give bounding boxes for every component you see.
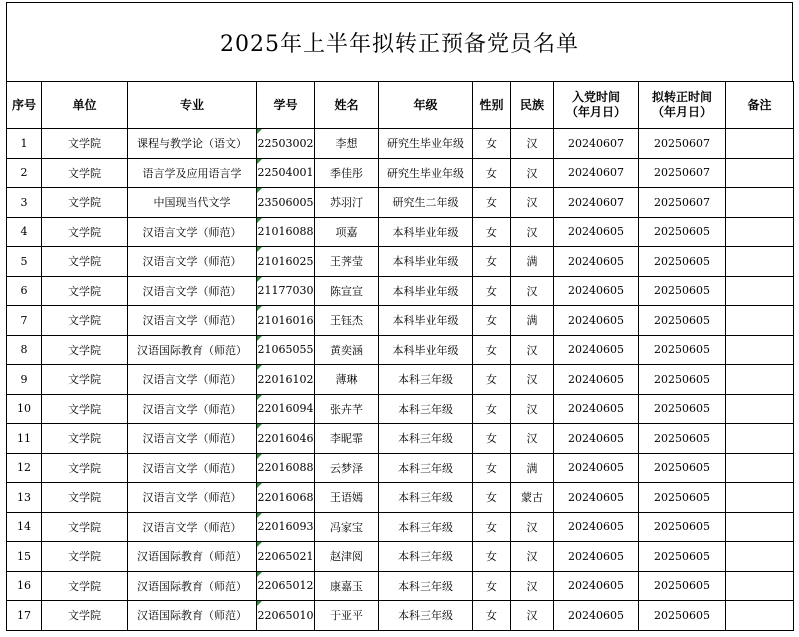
- table-row: [7, 453, 794, 483]
- cell-grade[interactable]: 本科毕业年级: [379, 335, 473, 365]
- cell-name[interactable]: 冯家宝: [315, 512, 379, 542]
- cell-name[interactable]: 陈宣宣: [315, 276, 379, 306]
- cell-seq[interactable]: 17: [7, 601, 42, 631]
- cell-note[interactable]: [726, 129, 794, 159]
- cell-join-date[interactable]: 20240605: [554, 542, 639, 572]
- cell-seq[interactable]: 2: [7, 158, 42, 188]
- cell-grade[interactable]: 本科三年级: [379, 394, 473, 424]
- cell-conversion-date[interactable]: 20250605: [639, 217, 726, 247]
- cell-name[interactable]: 季佳彤: [315, 158, 379, 188]
- cell-name[interactable]: 王语嫣: [315, 483, 379, 513]
- cell-seq[interactable]: 9: [7, 365, 42, 395]
- cell-conversion-date[interactable]: 20250605: [639, 601, 726, 631]
- cell-note[interactable]: [726, 335, 794, 365]
- table-row: [7, 335, 794, 365]
- cell-conversion-date[interactable]: 20250605: [639, 424, 726, 454]
- cell-unit[interactable]: 文学院: [42, 394, 128, 424]
- member-table: [6, 81, 794, 631]
- cell-note[interactable]: [726, 188, 794, 218]
- cell-ethnicity[interactable]: 汉: [511, 394, 554, 424]
- cell-name[interactable]: 康嘉玉: [315, 571, 379, 601]
- cell-conversion-date[interactable]: 20250605: [639, 453, 726, 483]
- cell-major[interactable]: 汉语言文学（师范）: [128, 512, 257, 542]
- cell-join-date[interactable]: 20240605: [554, 601, 639, 631]
- cell-conversion-date[interactable]: 20250605: [639, 276, 726, 306]
- cell-seq[interactable]: 10: [7, 394, 42, 424]
- cell-note[interactable]: [726, 542, 794, 572]
- table-row: [7, 306, 794, 336]
- table-row: [7, 247, 794, 277]
- cell-major[interactable]: 汉语国际教育（师范）: [128, 335, 257, 365]
- cell-major[interactable]: 汉语言文学（师范）: [128, 217, 257, 247]
- cell-conversion-date[interactable]: 20250605: [639, 365, 726, 395]
- cell-ethnicity[interactable]: 汉: [511, 188, 554, 218]
- cell-name[interactable]: 李想: [315, 129, 379, 159]
- cell-ethnicity[interactable]: 汉: [511, 217, 554, 247]
- cell-note[interactable]: [726, 453, 794, 483]
- cell-unit[interactable]: 文学院: [42, 542, 128, 572]
- cell-ethnicity[interactable]: 汉: [511, 542, 554, 572]
- cell-note[interactable]: [726, 601, 794, 631]
- cell-unit[interactable]: 文学院: [42, 424, 128, 454]
- cell-conversion-date[interactable]: 20250605: [639, 306, 726, 336]
- cell-join-date[interactable]: 20240605: [554, 394, 639, 424]
- cell-gender[interactable]: 女: [473, 394, 511, 424]
- cell-grade[interactable]: 本科三年级: [379, 365, 473, 395]
- cell-gender[interactable]: 女: [473, 335, 511, 365]
- cell-join-date[interactable]: 20240605: [554, 247, 639, 277]
- cell-ethnicity[interactable]: 汉: [511, 512, 554, 542]
- cell-unit[interactable]: 文学院: [42, 188, 128, 218]
- cell-ethnicity[interactable]: 蒙古: [511, 483, 554, 513]
- cell-gender[interactable]: 女: [473, 158, 511, 188]
- cell-gender[interactable]: 女: [473, 424, 511, 454]
- header-row: [7, 82, 794, 129]
- cell-gender[interactable]: 女: [473, 483, 511, 513]
- cell-seq[interactable]: 16: [7, 571, 42, 601]
- header-join-date: [554, 82, 639, 129]
- cell-seq[interactable]: 5: [7, 247, 42, 277]
- cell-grade[interactable]: 本科毕业年级: [379, 276, 473, 306]
- cell-ethnicity[interactable]: 汉: [511, 571, 554, 601]
- cell-name[interactable]: 赵津阅: [315, 542, 379, 572]
- cell-name[interactable]: 薄琳: [315, 365, 379, 395]
- cell-major[interactable]: 汉语言文学（师范）: [128, 424, 257, 454]
- cell-gender[interactable]: 女: [473, 217, 511, 247]
- cell-note[interactable]: [726, 247, 794, 277]
- cell-note[interactable]: [726, 217, 794, 247]
- cell-gender[interactable]: 女: [473, 453, 511, 483]
- cell-name[interactable]: 张卉芊: [315, 394, 379, 424]
- cell-name[interactable]: 云梦泽: [315, 453, 379, 483]
- cell-note[interactable]: [726, 365, 794, 395]
- cell-unit[interactable]: 文学院: [42, 365, 128, 395]
- cell-student-id[interactable]: 22016094: [257, 394, 315, 424]
- cell-seq[interactable]: 12: [7, 453, 42, 483]
- header-conversion-date: [639, 82, 726, 129]
- table-row: [7, 158, 794, 188]
- cell-note[interactable]: [726, 483, 794, 513]
- cell-seq[interactable]: 8: [7, 335, 42, 365]
- table-row: [7, 483, 794, 513]
- cell-gender[interactable]: 女: [473, 129, 511, 159]
- cell-ethnicity[interactable]: 汉: [511, 158, 554, 188]
- cell-conversion-date[interactable]: 20250605: [639, 512, 726, 542]
- cell-student-id[interactable]: 22016068: [257, 483, 315, 513]
- table-row: [7, 601, 794, 631]
- cell-note[interactable]: [726, 158, 794, 188]
- cell-gender[interactable]: 女: [473, 542, 511, 572]
- cell-conversion-date[interactable]: 20250607: [639, 158, 726, 188]
- cell-name[interactable]: 苏羽汀: [315, 188, 379, 218]
- cell-join-date[interactable]: 20240605: [554, 217, 639, 247]
- cell-ethnicity[interactable]: 汉: [511, 365, 554, 395]
- header-join-date-line1: 入党时间: [571, 90, 620, 104]
- cell-major[interactable]: 汉语言文学（师范）: [128, 365, 257, 395]
- cell-join-date[interactable]: 20240605: [554, 512, 639, 542]
- cell-gender[interactable]: 女: [473, 188, 511, 218]
- cell-note[interactable]: [726, 571, 794, 601]
- cell-seq[interactable]: 7: [7, 306, 42, 336]
- cell-join-date[interactable]: 20240605: [554, 571, 639, 601]
- cell-ethnicity[interactable]: 汉: [511, 424, 554, 454]
- cell-gender[interactable]: 女: [473, 365, 511, 395]
- table-row: [7, 188, 794, 218]
- cell-gender[interactable]: 女: [473, 276, 511, 306]
- cell-join-date[interactable]: 20240605: [554, 453, 639, 483]
- cell-major[interactable]: 汉语言文学（师范）: [128, 394, 257, 424]
- cell-unit[interactable]: 文学院: [42, 453, 128, 483]
- cell-conversion-date[interactable]: 20250605: [639, 394, 726, 424]
- cell-major[interactable]: 语言学及应用语言学: [128, 158, 257, 188]
- cell-student-id[interactable]: 22503002: [257, 129, 315, 159]
- table-row: [7, 542, 794, 572]
- cell-conversion-date[interactable]: 20250605: [639, 571, 726, 601]
- cell-grade[interactable]: 本科三年级: [379, 424, 473, 454]
- cell-student-id[interactable]: 21065055: [257, 335, 315, 365]
- cell-student-id[interactable]: 22065010: [257, 601, 315, 631]
- cell-grade[interactable]: 本科毕业年级: [379, 247, 473, 277]
- cell-gender[interactable]: 女: [473, 306, 511, 336]
- cell-student-id[interactable]: 22016093: [257, 512, 315, 542]
- cell-unit[interactable]: 文学院: [42, 129, 128, 159]
- cell-seq[interactable]: 15: [7, 542, 42, 572]
- cell-seq[interactable]: 1: [7, 129, 42, 159]
- cell-unit[interactable]: 文学院: [42, 512, 128, 542]
- cell-major[interactable]: 汉语国际教育（师范）: [128, 601, 257, 631]
- table-row: [7, 394, 794, 424]
- header-student-id: 学号: [257, 82, 315, 129]
- table-row: [7, 129, 794, 159]
- table-row: [7, 571, 794, 601]
- cell-major[interactable]: 汉语言文学（师范）: [128, 276, 257, 306]
- cell-join-date[interactable]: 20240607: [554, 158, 639, 188]
- cell-grade[interactable]: 研究生二年级: [379, 188, 473, 218]
- cell-major[interactable]: 中国现当代文学: [128, 188, 257, 218]
- cell-student-id[interactable]: 22016088: [257, 453, 315, 483]
- cell-major[interactable]: 汉语言文学（师范）: [128, 453, 257, 483]
- cell-seq[interactable]: 4: [7, 217, 42, 247]
- cell-conversion-date[interactable]: 20250607: [639, 188, 726, 218]
- cell-unit[interactable]: 文学院: [42, 276, 128, 306]
- cell-student-id[interactable]: 21016088: [257, 217, 315, 247]
- table-row: [7, 276, 794, 306]
- cell-student-id[interactable]: 21177030: [257, 276, 315, 306]
- cell-grade[interactable]: 本科三年级: [379, 453, 473, 483]
- cell-student-id[interactable]: 21016016: [257, 306, 315, 336]
- cell-student-id[interactable]: 21016025: [257, 247, 315, 277]
- cell-gender[interactable]: 女: [473, 247, 511, 277]
- header-join-date-line2: （年月日）: [565, 105, 626, 119]
- cell-seq[interactable]: 6: [7, 276, 42, 306]
- cell-conversion-date[interactable]: 20250605: [639, 335, 726, 365]
- cell-major[interactable]: 汉语言文学（师范）: [128, 247, 257, 277]
- member-list-sheet: [6, 2, 793, 631]
- cell-grade[interactable]: 本科毕业年级: [379, 217, 473, 247]
- cell-student-id[interactable]: 22504001: [257, 158, 315, 188]
- table-row: [7, 512, 794, 542]
- cell-major[interactable]: 汉语言文学（师范）: [128, 306, 257, 336]
- header-ethnicity: 民族: [511, 82, 554, 129]
- cell-major[interactable]: 汉语言文学（师范）: [128, 483, 257, 513]
- cell-ethnicity[interactable]: 汉: [511, 335, 554, 365]
- cell-ethnicity[interactable]: 汉: [511, 601, 554, 631]
- table-row: [7, 424, 794, 454]
- cell-gender[interactable]: 女: [473, 571, 511, 601]
- cell-grade[interactable]: 本科三年级: [379, 512, 473, 542]
- cell-unit[interactable]: 文学院: [42, 335, 128, 365]
- cell-grade[interactable]: 本科三年级: [379, 571, 473, 601]
- header-major: 专业: [128, 82, 257, 129]
- cell-unit[interactable]: 文学院: [42, 601, 128, 631]
- cell-name[interactable]: 于亚平: [315, 601, 379, 631]
- cell-student-id[interactable]: 22016046: [257, 424, 315, 454]
- cell-ethnicity[interactable]: 汉: [511, 276, 554, 306]
- cell-gender[interactable]: 女: [473, 601, 511, 631]
- cell-join-date[interactable]: 20240605: [554, 306, 639, 336]
- cell-seq[interactable]: 14: [7, 512, 42, 542]
- cell-grade[interactable]: 本科三年级: [379, 542, 473, 572]
- cell-grade[interactable]: 研究生毕业年级: [379, 158, 473, 188]
- cell-join-date[interactable]: 20240607: [554, 129, 639, 159]
- cell-note[interactable]: [726, 424, 794, 454]
- header-name: 姓名: [315, 82, 379, 129]
- cell-conversion-date[interactable]: 20250605: [639, 483, 726, 513]
- cell-unit[interactable]: 文学院: [42, 571, 128, 601]
- cell-conversion-date[interactable]: 20250605: [639, 247, 726, 277]
- cell-seq[interactable]: 3: [7, 188, 42, 218]
- header-grade: 年级: [379, 82, 473, 129]
- cell-unit[interactable]: 文学院: [42, 217, 128, 247]
- header-conversion-date-line1: 拟转正时间: [651, 90, 712, 104]
- cell-seq[interactable]: 11: [7, 424, 42, 454]
- header-note: 备注: [726, 82, 794, 129]
- cell-student-id[interactable]: 22065012: [257, 571, 315, 601]
- cell-join-date[interactable]: 20240605: [554, 483, 639, 513]
- cell-student-id[interactable]: 23506005: [257, 188, 315, 218]
- cell-join-date[interactable]: 20240605: [554, 335, 639, 365]
- cell-grade[interactable]: 本科三年级: [379, 601, 473, 631]
- cell-gender[interactable]: 女: [473, 512, 511, 542]
- cell-major[interactable]: 汉语国际教育（师范）: [128, 542, 257, 572]
- header-gender: 性别: [473, 82, 511, 129]
- cell-student-id[interactable]: 22065021: [257, 542, 315, 572]
- cell-unit[interactable]: 文学院: [42, 306, 128, 336]
- header-seq: 序号: [7, 82, 42, 129]
- table-row: [7, 365, 794, 395]
- cell-student-id[interactable]: 22016102: [257, 365, 315, 395]
- cell-name[interactable]: 王钰杰: [315, 306, 379, 336]
- cell-note[interactable]: [726, 276, 794, 306]
- cell-major[interactable]: 课程与教学论（语文）: [128, 129, 257, 159]
- cell-conversion-date[interactable]: 20250607: [639, 129, 726, 159]
- cell-join-date[interactable]: 20240605: [554, 424, 639, 454]
- cell-join-date[interactable]: 20240607: [554, 188, 639, 218]
- cell-grade[interactable]: 研究生毕业年级: [379, 129, 473, 159]
- cell-join-date[interactable]: 20240605: [554, 365, 639, 395]
- cell-ethnicity[interactable]: 满: [511, 306, 554, 336]
- sheet-title: 2025年上半年拟转正预备党员名单: [6, 2, 793, 81]
- cell-note[interactable]: [726, 306, 794, 336]
- cell-name[interactable]: 黄奕涵: [315, 335, 379, 365]
- cell-grade[interactable]: 本科三年级: [379, 483, 473, 513]
- header-unit: 单位: [42, 82, 128, 129]
- cell-grade[interactable]: 本科毕业年级: [379, 306, 473, 336]
- cell-note[interactable]: [726, 512, 794, 542]
- table-row: [7, 217, 794, 247]
- cell-conversion-date[interactable]: 20250605: [639, 542, 726, 572]
- cell-unit[interactable]: 文学院: [42, 158, 128, 188]
- cell-join-date[interactable]: 20240605: [554, 276, 639, 306]
- cell-ethnicity[interactable]: 满: [511, 453, 554, 483]
- cell-seq[interactable]: 13: [7, 483, 42, 513]
- cell-ethnicity[interactable]: 满: [511, 247, 554, 277]
- cell-unit[interactable]: 文学院: [42, 483, 128, 513]
- cell-unit[interactable]: 文学院: [42, 247, 128, 277]
- cell-note[interactable]: [726, 394, 794, 424]
- cell-ethnicity[interactable]: 汉: [511, 129, 554, 159]
- cell-name[interactable]: 项嘉: [315, 217, 379, 247]
- cell-major[interactable]: 汉语国际教育（师范）: [128, 571, 257, 601]
- header-conversion-date-line2: （年月日）: [651, 105, 712, 119]
- cell-name[interactable]: 王荠莹: [315, 247, 379, 277]
- cell-name[interactable]: 李昵霏: [315, 424, 379, 454]
